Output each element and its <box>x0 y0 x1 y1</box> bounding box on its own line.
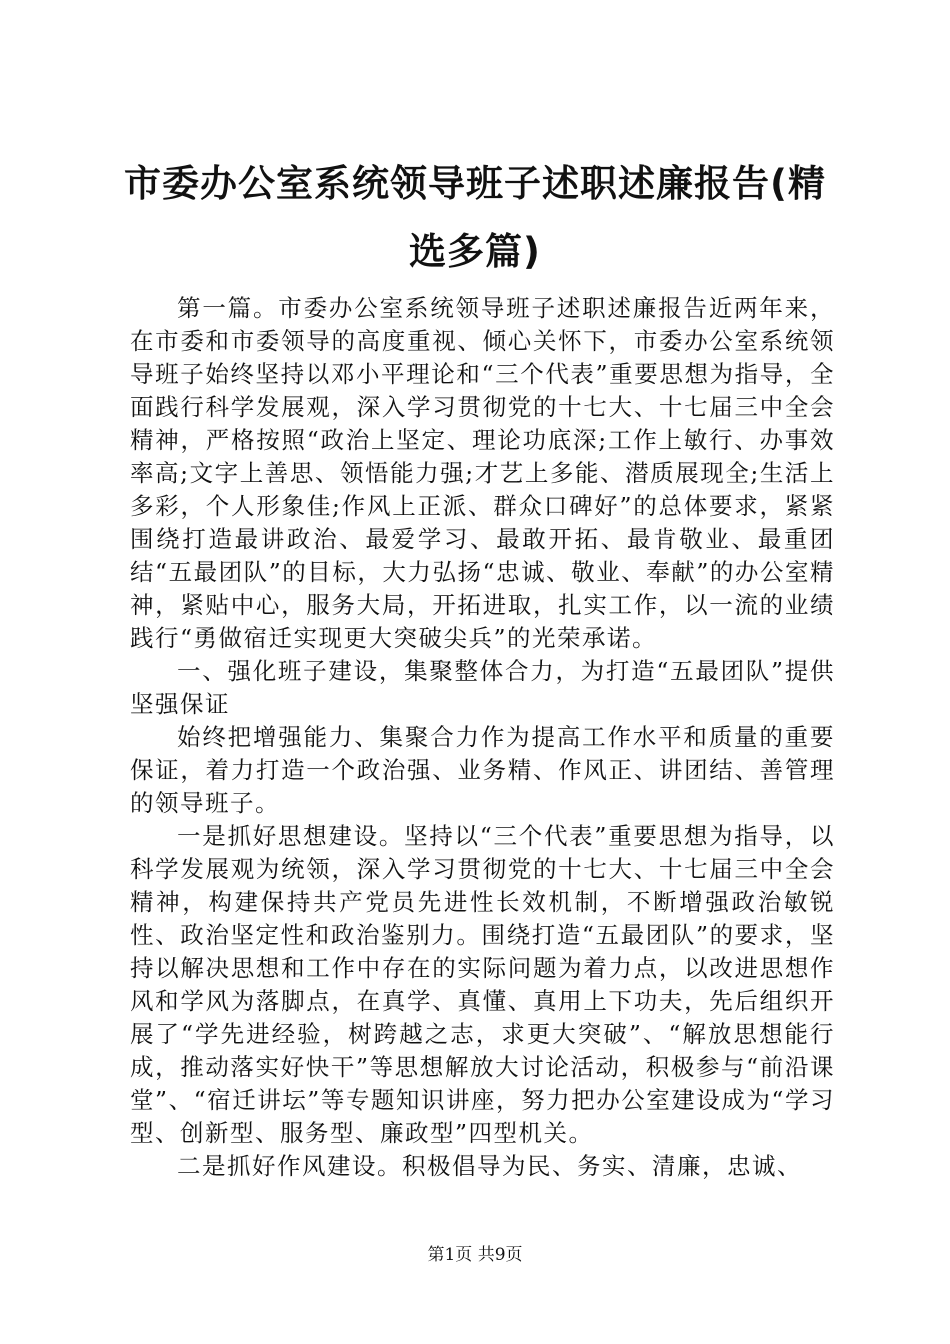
page-number-footer: 第1页 共9页 <box>427 1245 523 1265</box>
paragraph: 始终把增强能力、集聚合力作为提高工作水平和质量的重要保证，着力打造一个政治强、业务精、作风正、讲团结、善管理的领导班子。 <box>130 723 835 817</box>
section-heading: 一、强化班子建设，集聚整体合力，为打造“五最团队”提供坚强保证 <box>130 657 835 718</box>
document-body <box>130 292 835 1183</box>
paragraph: 二是抓好作风建设。积极倡导为民、务实、清廉，忠诚、 <box>177 1152 802 1180</box>
paragraph: 第一篇。市委办公室系统领导班子述职述廉报告近两年来，在市委和市委领导的高度重视、倾心关怀下，市委办公室系统领导班子始终坚持以邓小平理论和“三个代表”重要思想为指导，全面践行科学发展观，深入学习贯彻党的十七大、十七届三中全会精神，严格按照“政治上坚定、理论功底深;工作上敏行、办事效率高;文字上善思、领悟能力强;才艺上多能、潜质展现全;生活上多彩，个人形象佳;作风上正派、群众口碑好”的总体要求，紧紧围绕打造最讲政治、最爱学习、最敢开拓、最肯敬业、最重团结“五最团队”的目标，大力弘扬“忠诚、敬业、奉献”的办公室精神，紧贴中心，服务大局，开拓进取，扎实工作，以一流的业绩践行“勇做宿迁实现更大突破尖兵”的光荣承诺。 <box>130 294 835 652</box>
paragraph: 一是抓好思想建设。坚持以“三个代表”重要思想为指导，以科学发展观为统领，深入学习贯彻党的十七大、十七届三中全会精神，构建保持共产党员先进性长效机制，不断增强政治敏锐性、政治坚定性和政治鉴别力。围绕打造“五最团队”的要求，坚持以解决思想和工作中存在的实际问题为着力点，以改进思想作风和学风为落脚点，在真学、真懂、真用上下功夫，先后组织开展了“学先进经验，树跨越之志，求更大突破”、“解放思想能行成，推动落实好快干”等思想解放大讨论活动，积极参与“前沿课堂”、“宿迁讲坛”等专题知识讲座，努力把办公室建设成为“学习型、创新型、服务型、廉政型”四型机关。 <box>130 822 835 1147</box>
document-title: 市委办公室系统领导班子述职述廉报告(精选多篇) <box>124 162 826 273</box>
